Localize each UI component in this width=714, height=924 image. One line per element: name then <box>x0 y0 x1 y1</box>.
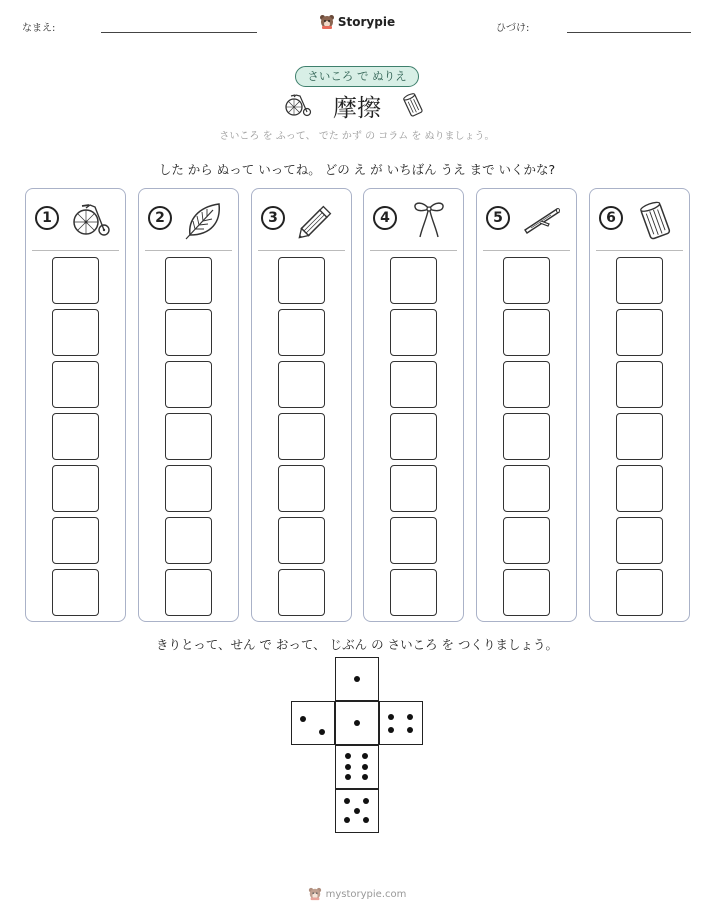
wood-log-icon <box>634 200 676 240</box>
dice-pip <box>345 764 351 770</box>
footer <box>0 887 714 901</box>
dice-pip <box>319 729 325 735</box>
coloring-cell[interactable] <box>616 517 663 564</box>
coloring-cell[interactable] <box>616 465 663 512</box>
coloring-cell[interactable] <box>503 413 550 460</box>
column-header <box>139 189 238 247</box>
coloring-cell[interactable] <box>503 517 550 564</box>
column-number: 1 <box>35 206 59 230</box>
column-header <box>252 189 351 247</box>
coloring-cell[interactable] <box>165 361 212 408</box>
dice-pip <box>407 714 413 720</box>
coloring-cell[interactable] <box>616 361 663 408</box>
dice-pip <box>362 764 368 770</box>
column-divider <box>258 250 345 251</box>
coloring-cell[interactable] <box>616 309 663 356</box>
dice-pip <box>388 714 394 720</box>
coloring-cell[interactable] <box>278 465 325 512</box>
dice-face-2 <box>291 701 335 745</box>
dice-pip <box>362 753 368 759</box>
date-line <box>567 32 691 33</box>
dice-pip <box>354 720 360 726</box>
bear-mascot-icon <box>308 887 322 901</box>
column-3 <box>251 188 352 622</box>
coloring-cell[interactable] <box>503 569 550 616</box>
dice-pip <box>345 774 351 780</box>
name-label: なまえ: <box>22 23 56 34</box>
dice-pip <box>362 774 368 780</box>
dice-pip <box>388 727 394 733</box>
name-line <box>101 32 257 33</box>
dice-pip <box>363 817 369 823</box>
column-number: 2 <box>148 206 172 230</box>
coloring-cell[interactable] <box>165 413 212 460</box>
column-6 <box>589 188 690 622</box>
coloring-cell[interactable] <box>52 569 99 616</box>
coloring-cell[interactable] <box>616 257 663 304</box>
dice-face-5 <box>335 789 379 833</box>
coloring-cell[interactable] <box>278 413 325 460</box>
leaf-icon <box>183 200 225 240</box>
dice-pip <box>300 716 306 722</box>
bicycle-icon <box>70 200 112 240</box>
coloring-cell[interactable] <box>390 465 437 512</box>
coloring-cell[interactable] <box>165 465 212 512</box>
coloring-cell[interactable] <box>165 257 212 304</box>
bear-mascot-icon <box>319 14 335 30</box>
page-title: 摩擦 <box>333 94 381 122</box>
coloring-cell[interactable] <box>165 309 212 356</box>
coloring-cell[interactable] <box>503 465 550 512</box>
coloring-cell[interactable] <box>52 361 99 408</box>
coloring-cell[interactable] <box>278 257 325 304</box>
coloring-cell[interactable] <box>52 257 99 304</box>
coloring-cell[interactable] <box>52 413 99 460</box>
dice-pip <box>354 676 360 682</box>
coloring-cell[interactable] <box>390 569 437 616</box>
dice-face-4 <box>379 701 423 745</box>
dice-pip <box>344 798 350 804</box>
dice-pip <box>407 727 413 733</box>
column-header <box>590 189 689 247</box>
coloring-cell[interactable] <box>390 257 437 304</box>
column-number: 6 <box>599 206 623 230</box>
column-divider <box>370 250 457 251</box>
column-header <box>477 189 576 247</box>
column-divider <box>32 250 119 251</box>
dice-face-6 <box>335 745 379 789</box>
stick-icon <box>521 200 563 240</box>
date-label: ひづけ: <box>496 23 530 34</box>
coloring-cell[interactable] <box>390 413 437 460</box>
dice-face-1 <box>335 657 379 701</box>
coloring-cell[interactable] <box>278 309 325 356</box>
instruction-bottom: きりとって、せん で おって、 じぶん の さいころ を つくりましょう。 <box>155 637 559 652</box>
coloring-cell[interactable] <box>616 569 663 616</box>
dice-pip <box>354 808 360 814</box>
coloring-cell[interactable] <box>165 569 212 616</box>
activity-badge: さいころ で ぬりえ <box>295 66 419 87</box>
column-5 <box>476 188 577 622</box>
column-divider <box>596 250 683 251</box>
page-subtitle: さいころ を ふって、 でた かず の コラム を ぬりましょう。 <box>219 131 495 142</box>
column-1 <box>25 188 126 622</box>
pencil-icon <box>296 200 338 240</box>
column-number: 3 <box>261 206 285 230</box>
column-number: 4 <box>373 206 397 230</box>
column-number: 5 <box>486 206 510 230</box>
column-divider <box>483 250 570 251</box>
column-divider <box>145 250 232 251</box>
wood-log-icon <box>402 92 424 118</box>
coloring-cell[interactable] <box>52 517 99 564</box>
column-4 <box>363 188 464 622</box>
coloring-cell[interactable] <box>278 569 325 616</box>
dice-pip <box>363 798 369 804</box>
brand-logo <box>0 14 714 30</box>
dice-pip <box>345 753 351 759</box>
column-2 <box>138 188 239 622</box>
coloring-cell[interactable] <box>390 361 437 408</box>
dice-face-1 <box>335 701 379 745</box>
coloring-cell[interactable] <box>278 517 325 564</box>
footer-url: mystorypie.com <box>325 888 407 900</box>
coloring-cell[interactable] <box>390 309 437 356</box>
dice-pip <box>344 817 350 823</box>
coloring-cell[interactable] <box>503 309 550 356</box>
instruction-top: した から ぬって いってね。 どの え が いちばん うえ まで いくかな? <box>158 162 556 177</box>
coloring-cell[interactable] <box>503 361 550 408</box>
column-header <box>364 189 463 247</box>
column-header <box>26 189 125 247</box>
ribbon-icon <box>408 200 450 240</box>
coloring-cell[interactable] <box>52 309 99 356</box>
coloring-cell[interactable] <box>390 517 437 564</box>
coloring-cell[interactable] <box>165 517 212 564</box>
brand-name: Storypie <box>337 15 396 29</box>
coloring-cell[interactable] <box>616 413 663 460</box>
coloring-cell[interactable] <box>278 361 325 408</box>
coloring-cell[interactable] <box>52 465 99 512</box>
coloring-cell[interactable] <box>503 257 550 304</box>
